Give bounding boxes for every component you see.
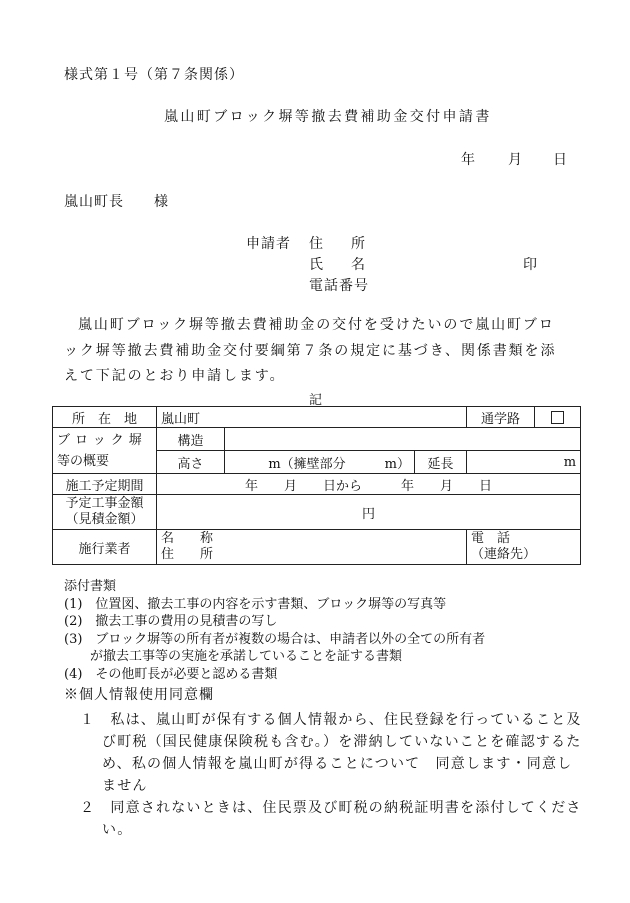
contractor-contact-cell (467, 530, 581, 565)
contractor-contact-label: （連絡先） (471, 547, 537, 562)
seal-mark: 印 (523, 257, 537, 273)
date-month: 月 (508, 152, 522, 168)
addressee: 嵐山町長 様 (64, 194, 169, 210)
cost-label-cell (53, 495, 157, 530)
consent-item-1: １ 私は、嵐山町が保有する個人情報から、住民登録を行っていること及び町税（国民健康保険税も含む。）を滞納していないことを確認するため、私の個人情報を嵐山町が得ることについて 同意します・同意しません (80, 712, 582, 794)
overview-label-line1: ブロック塀 (57, 432, 147, 448)
contractor-name-label: 名 称 (161, 531, 214, 546)
height-label: 高さ (157, 451, 225, 474)
row-contractor (53, 530, 581, 565)
row-location (53, 407, 581, 428)
length-unit: m (467, 451, 581, 474)
attachment-item: (2) 撤去工事の費用の見積書の写し (64, 614, 278, 629)
application-table (52, 406, 581, 565)
school-route-label: 通学路 (467, 407, 535, 428)
date-day: 日 (553, 152, 567, 168)
structure-value (225, 428, 581, 451)
period-value: 年 月 日から 年 月 日 (157, 474, 581, 495)
cost-label-line1: 予定工事金額 (65, 496, 144, 511)
height-unit: m（擁壁部分 m） (225, 451, 415, 474)
school-route-checkbox[interactable] (551, 411, 564, 424)
structure-label: 構造 (157, 428, 225, 451)
contractor-info-cell (157, 530, 467, 565)
applicant-phone-label: 電話番号 (309, 278, 369, 294)
form-number: 様式第１号（第７条関係） (64, 67, 244, 83)
body-text: 嵐山町ブロック塀等撤去費補助金の交付を受けたいので嵐山町ブロック塀等撤去費補助金交付要綱第７条の規定に基づき、関係書類を添えて下記のとおり申請します。 (64, 317, 557, 384)
consent-heading: ※個人情報使用同意欄 (64, 687, 214, 703)
date-year: 年 (461, 152, 475, 168)
overview-label-line2: 等の概要 (57, 453, 110, 469)
attachment-item: (4) その他町長が必要と認める書類 (64, 666, 278, 682)
cost-unit: 円 (157, 495, 581, 530)
location-value: 嵐山町 (157, 407, 467, 428)
ki-mark: 記 (309, 393, 323, 408)
cost-label-line2: （見積金額） (65, 512, 144, 527)
row-structure (53, 428, 581, 451)
overview-label-cell (53, 428, 157, 474)
length-label: 延長 (415, 451, 467, 474)
period-label: 施工予定期間 (53, 474, 157, 495)
contractor-phone-label: 電 話 (471, 531, 511, 546)
row-period (53, 474, 581, 495)
attachments-heading: 添付書類 (64, 579, 117, 594)
row-cost (53, 495, 581, 530)
applicant-name-label: 氏 名 (309, 257, 365, 273)
location-label: 所 在 地 (53, 407, 157, 428)
attachment-item: (3) ブロック塀等の所有者が複数の場合は、申請者以外の全ての所有者 (64, 631, 486, 647)
attachments-section (64, 578, 485, 683)
consent-item-2: ２ 同意されないときは、住民票及び町税の納税証明書を添付してください。 (80, 800, 582, 838)
school-route-checkbox-cell (535, 407, 581, 428)
document-title: 嵐山町ブロック塀等撤去費補助金交付申請書 (164, 109, 492, 125)
contractor-address-label: 住 所 (161, 547, 214, 562)
applicant-label: 申請者 (246, 236, 291, 252)
attachment-item: (1) 位置図、撤去工事の内容を示す書類、ブロック塀等の写真等 (64, 596, 447, 612)
consent-section (80, 709, 584, 841)
contractor-label: 施行業者 (53, 530, 157, 565)
attachment-item: が撤去工事等の実施を承諾していることを証する書類 (64, 649, 403, 664)
applicant-address-label: 住 所 (309, 236, 365, 252)
